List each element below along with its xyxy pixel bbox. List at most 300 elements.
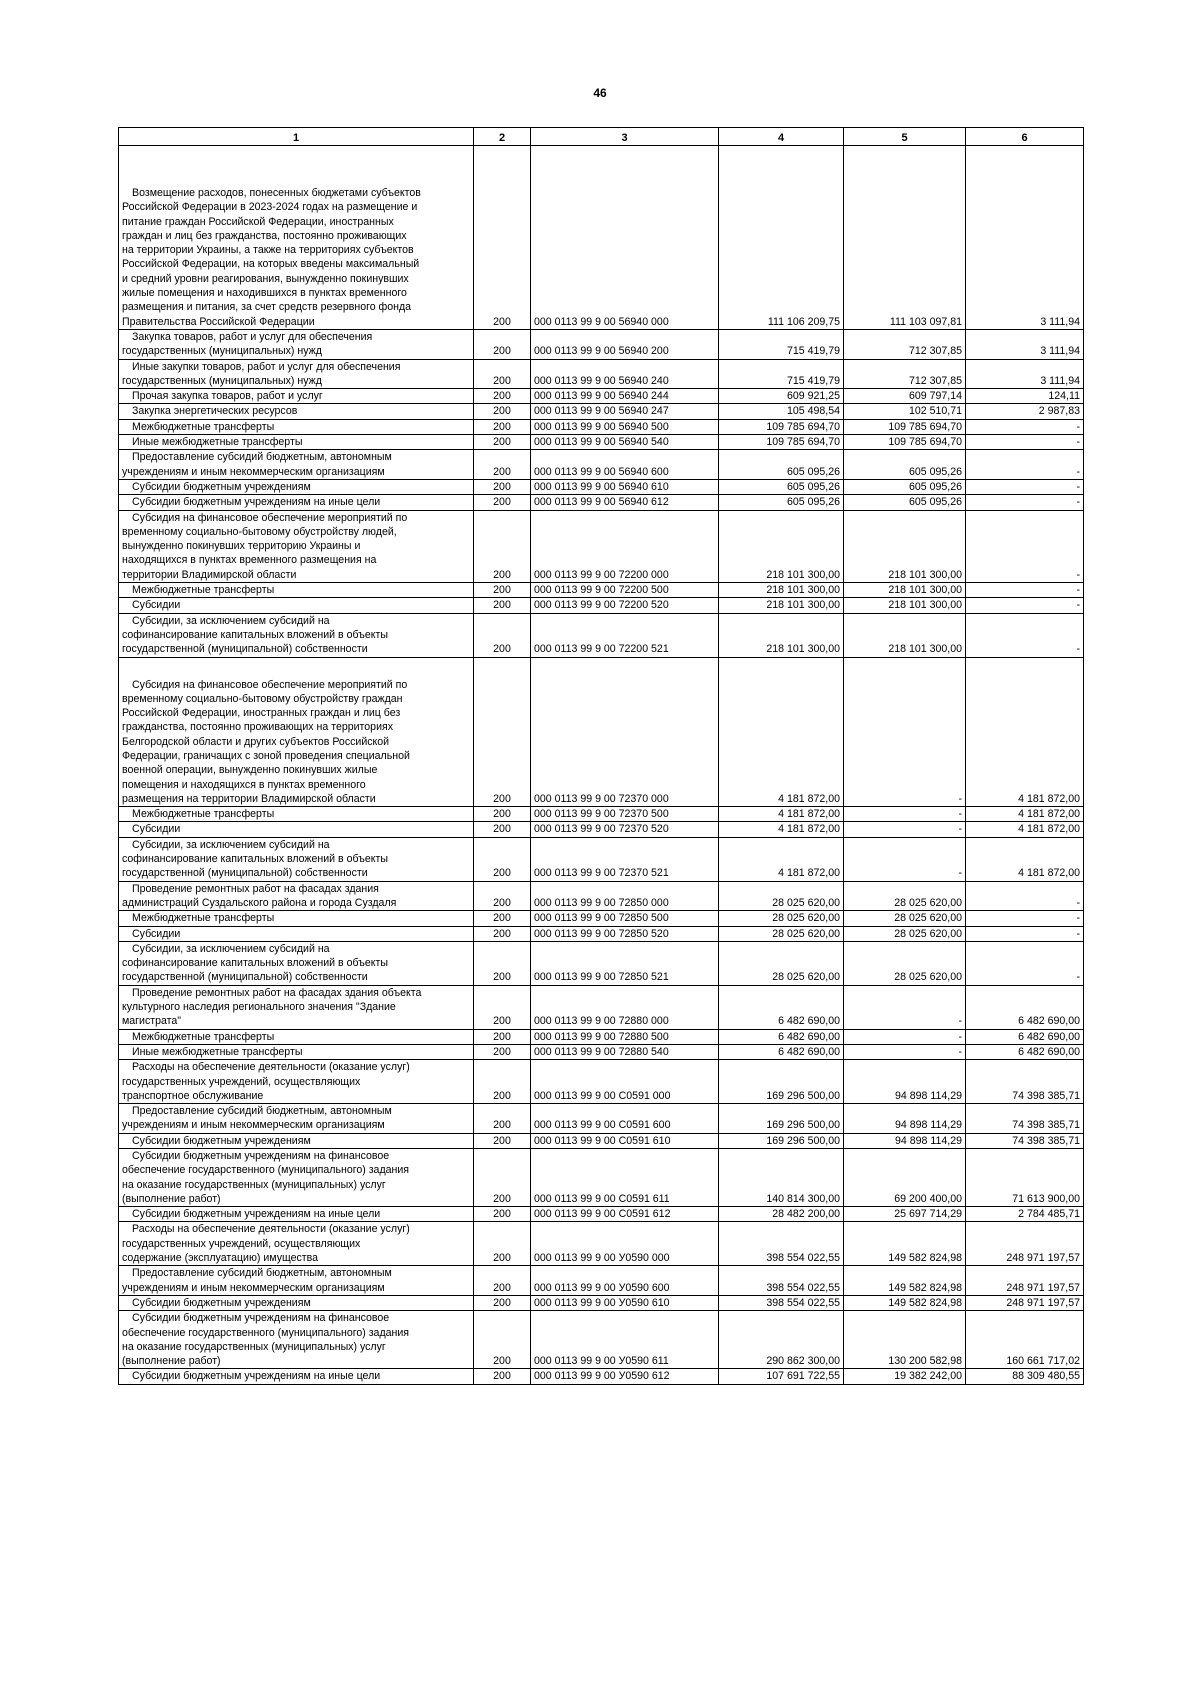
row-kbk: 000 0113 99 9 00 72200 520	[531, 598, 719, 613]
table-row	[119, 404, 1084, 419]
row-name-line: Субсидии	[132, 823, 181, 836]
table-row	[119, 510, 1084, 582]
row-name-line: Субсидии, за исключением субсидий на	[132, 838, 330, 851]
row-code: 200	[474, 1222, 531, 1266]
row-name-line: Субсидии	[132, 927, 181, 940]
row-kbk: 000 0113 99 9 00 56940 244	[531, 389, 719, 404]
row-kbk: 000 0113 99 9 00 72370 521	[531, 837, 719, 881]
row-code: 200	[474, 881, 531, 911]
row-value-6: 4 181 872,00	[966, 807, 1084, 822]
row-name-line: Субсидии бюджетным учреждениям на иные цели	[132, 496, 381, 509]
table-row	[119, 1295, 1084, 1310]
row-name	[119, 1369, 474, 1384]
row-value-5: -	[844, 657, 966, 807]
table-row	[119, 495, 1084, 510]
row-name-line: Проведение ремонтных работ на фасадах здания	[132, 882, 379, 895]
row-name-line: Закупка энергетических ресурсов	[132, 405, 298, 418]
row-value-6: -	[966, 613, 1084, 657]
row-name-line: Субсидии бюджетным учреждениям на иные цели	[132, 1208, 381, 1221]
row-value-6: 71 613 900,00	[966, 1149, 1084, 1207]
row-value-6: 3 111,94	[966, 329, 1084, 359]
row-name-line: Межбюджетные трансферты	[132, 1030, 275, 1043]
row-value-5: 94 898 114,29	[844, 1104, 966, 1134]
row-name-line: государственных учреждений, осуществляющих	[122, 1237, 361, 1250]
row-name-line: Предоставление субсидий бюджетным, автономным	[132, 451, 392, 464]
row-value-5: 605 095,26	[844, 495, 966, 510]
row-name-line: Белгородской области и других субъектов Российской	[122, 735, 390, 748]
row-name	[119, 450, 474, 480]
row-kbk: 000 0113 99 9 00 72880 500	[531, 1029, 719, 1044]
row-name-line: и средний уровни реагирования, вынужденно покинувших	[122, 272, 409, 285]
row-value-6: -	[966, 479, 1084, 494]
table-row	[119, 1149, 1084, 1207]
row-value-4: 28 482 200,00	[719, 1207, 844, 1222]
row-value-6: 248 971 197,57	[966, 1295, 1084, 1310]
row-code: 200	[474, 389, 531, 404]
row-name-line: на оказание государственных (муниципальных) услуг	[122, 1178, 386, 1191]
row-name-line: Субсидии бюджетным учреждениям	[132, 1296, 311, 1309]
row-name	[119, 1207, 474, 1222]
row-name-line: государственных (муниципальных) нужд	[122, 374, 322, 387]
row-value-4: 4 181 872,00	[719, 807, 844, 822]
table-row	[119, 329, 1084, 359]
table-row	[119, 657, 1084, 807]
row-kbk: 000 0113 99 9 00 72200 000	[531, 510, 719, 582]
row-code: 200	[474, 1029, 531, 1044]
row-name-line: государственной (муниципальной) собственности	[122, 971, 368, 984]
row-kbk: 000 0113 99 9 00 56940 000	[531, 146, 719, 330]
row-name	[119, 146, 474, 330]
row-value-4: 715 419,79	[719, 359, 844, 389]
row-name	[119, 329, 474, 359]
row-value-4: 398 554 022,55	[719, 1222, 844, 1266]
row-value-6: -	[966, 495, 1084, 510]
row-code: 200	[474, 419, 531, 434]
row-name	[119, 479, 474, 494]
row-name	[119, 359, 474, 389]
row-kbk: 000 0113 99 9 00 56940 612	[531, 495, 719, 510]
row-value-5: 111 103 097,81	[844, 146, 966, 330]
row-value-6: -	[966, 881, 1084, 911]
row-value-6: 248 971 197,57	[966, 1222, 1084, 1266]
row-kbk: 000 0113 99 9 00 72880 000	[531, 985, 719, 1029]
row-value-4: 28 025 620,00	[719, 941, 844, 985]
row-code: 200	[474, 822, 531, 837]
row-value-5: 109 785 694,70	[844, 435, 966, 450]
row-name	[119, 1060, 474, 1104]
row-code: 200	[474, 1266, 531, 1296]
table-row	[119, 881, 1084, 911]
row-name-line: вынужденно покинувших территорию Украины и	[122, 540, 361, 553]
row-value-4: 218 101 300,00	[719, 613, 844, 657]
table-row	[119, 389, 1084, 404]
row-kbk: 000 0113 99 9 00 56940 247	[531, 404, 719, 419]
row-value-4: 290 862 300,00	[719, 1311, 844, 1369]
row-name-line: Прочая закупка товаров, работ и услуг	[132, 390, 323, 403]
row-name-line: временному социально-бытовому обустройству людей,	[122, 525, 397, 538]
row-code: 200	[474, 1295, 531, 1310]
row-name	[119, 1104, 474, 1134]
row-name-line: Иные межбюджетные трансферты	[132, 436, 303, 449]
table-row	[119, 1060, 1084, 1104]
row-value-6: -	[966, 435, 1084, 450]
row-value-6: 4 181 872,00	[966, 837, 1084, 881]
row-value-6: 160 661 717,02	[966, 1311, 1084, 1369]
row-value-4: 6 482 690,00	[719, 985, 844, 1029]
row-name-line: государственных учреждений, осуществляющих	[122, 1075, 361, 1088]
table-row	[119, 985, 1084, 1029]
row-name-line: Федерации, граничащих с зоной проведения специальной	[122, 749, 410, 762]
row-name	[119, 510, 474, 582]
row-value-5: 102 510,71	[844, 404, 966, 419]
budget-table	[118, 127, 1084, 1385]
row-name-line: жилые помещения и находившихся в пунктах временного	[122, 287, 407, 300]
row-value-6: -	[966, 911, 1084, 926]
row-value-4: 605 095,26	[719, 495, 844, 510]
row-kbk: 000 0113 99 9 00 72200 521	[531, 613, 719, 657]
row-name-line: государственной (муниципальной) собственности	[122, 643, 368, 656]
row-kbk: 000 0113 99 9 00 72370 520	[531, 822, 719, 837]
row-value-5: 25 697 714,29	[844, 1207, 966, 1222]
table-row	[119, 146, 1084, 330]
table-row	[119, 926, 1084, 941]
row-value-4: 109 785 694,70	[719, 435, 844, 450]
row-name-line: размещения на территории Владимирской области	[122, 792, 376, 805]
row-value-5: 28 025 620,00	[844, 941, 966, 985]
row-value-5: 94 898 114,29	[844, 1133, 966, 1148]
column-number-row	[119, 128, 1084, 146]
row-value-4: 107 691 722,55	[719, 1369, 844, 1384]
row-value-6: -	[966, 941, 1084, 985]
row-name-line: Субсидии	[132, 599, 181, 612]
row-name-line: Предоставление субсидий бюджетным, автономным	[132, 1267, 392, 1280]
row-name-line: Российской Федерации в 2023-2024 годах на размещение и	[122, 201, 418, 214]
row-kbk: 000 0113 99 9 00 У0590 610	[531, 1295, 719, 1310]
table-row	[119, 479, 1084, 494]
table-row	[119, 598, 1084, 613]
row-value-6: 88 309 480,55	[966, 1369, 1084, 1384]
row-name-line: находящихся в пунктах временного размещения на	[122, 554, 377, 567]
row-value-6: 74 398 385,71	[966, 1060, 1084, 1104]
row-code: 200	[474, 1104, 531, 1134]
table-row	[119, 1369, 1084, 1384]
row-code: 200	[474, 359, 531, 389]
row-name-line: культурного наследия регионального значения "Здание	[122, 1001, 396, 1014]
row-kbk: 000 0113 99 9 00 72880 540	[531, 1044, 719, 1059]
table-row	[119, 1311, 1084, 1369]
row-value-6: 4 181 872,00	[966, 657, 1084, 807]
row-code: 200	[474, 1044, 531, 1059]
row-value-5: 218 101 300,00	[844, 598, 966, 613]
table-row	[119, 911, 1084, 926]
row-value-6: 2 987,83	[966, 404, 1084, 419]
row-name	[119, 419, 474, 434]
row-name-line: Субсидии бюджетным учреждениям	[132, 1134, 311, 1147]
table-row	[119, 1207, 1084, 1222]
column-header-3: 3	[531, 128, 719, 146]
row-value-4: 4 181 872,00	[719, 837, 844, 881]
row-code: 200	[474, 985, 531, 1029]
row-kbk: 000 0113 99 9 00 С0591 600	[531, 1104, 719, 1134]
row-kbk: 000 0113 99 9 00 56940 610	[531, 479, 719, 494]
row-name	[119, 389, 474, 404]
row-name	[119, 613, 474, 657]
row-name-line: на оказание государственных (муниципальных) услуг	[122, 1340, 386, 1353]
row-kbk: 000 0113 99 9 00 У0590 000	[531, 1222, 719, 1266]
row-name-line: территории Владимирской области	[122, 568, 297, 581]
row-name	[119, 1295, 474, 1310]
table-row	[119, 837, 1084, 881]
row-kbk: 000 0113 99 9 00 У0590 612	[531, 1369, 719, 1384]
row-name	[119, 1311, 474, 1369]
row-name-line: гражданства, постоянно проживающих на территориях	[122, 721, 394, 734]
row-code: 200	[474, 510, 531, 582]
row-value-5: 218 101 300,00	[844, 613, 966, 657]
row-value-4: 169 296 500,00	[719, 1133, 844, 1148]
row-value-6: 6 482 690,00	[966, 1029, 1084, 1044]
row-name-line: государственной (муниципальной) собственности	[122, 867, 368, 880]
row-value-5: 130 200 582,98	[844, 1311, 966, 1369]
row-kbk: 000 0113 99 9 00 72200 500	[531, 583, 719, 598]
row-value-5: 712 307,85	[844, 329, 966, 359]
row-value-4: 6 482 690,00	[719, 1044, 844, 1059]
row-value-5: -	[844, 1044, 966, 1059]
row-value-5: 218 101 300,00	[844, 510, 966, 582]
table-row	[119, 1222, 1084, 1266]
row-code: 200	[474, 837, 531, 881]
row-name-line: Иные межбюджетные трансферты	[132, 1045, 303, 1058]
row-code: 200	[474, 1369, 531, 1384]
row-value-6: 124,11	[966, 389, 1084, 404]
row-name	[119, 1029, 474, 1044]
row-name-line: транспортное обслуживание	[122, 1089, 264, 1102]
row-code: 200	[474, 146, 531, 330]
table-row	[119, 359, 1084, 389]
table-row	[119, 583, 1084, 598]
row-kbk: 000 0113 99 9 00 С0591 611	[531, 1149, 719, 1207]
row-value-5: 149 582 824,98	[844, 1295, 966, 1310]
row-value-5: 28 025 620,00	[844, 926, 966, 941]
row-value-4: 111 106 209,75	[719, 146, 844, 330]
column-header-4: 4	[719, 128, 844, 146]
row-value-5: 69 200 400,00	[844, 1149, 966, 1207]
row-code: 200	[474, 583, 531, 598]
table-row	[119, 1104, 1084, 1134]
row-name-line: Иные закупки товаров, работ и услуг для обеспечения	[132, 360, 401, 373]
table-row	[119, 941, 1084, 985]
row-value-4: 398 554 022,55	[719, 1295, 844, 1310]
row-name-line: Межбюджетные трансферты	[132, 912, 275, 925]
row-value-4: 609 921,25	[719, 389, 844, 404]
row-value-4: 109 785 694,70	[719, 419, 844, 434]
row-name-line: Субсидия на финансовое обеспечение мероприятий по	[132, 678, 408, 691]
row-name-line: на территории Украины, а также на территориях субъектов	[122, 244, 414, 257]
row-name	[119, 435, 474, 450]
row-kbk: 000 0113 99 9 00 56940 600	[531, 450, 719, 480]
column-header-5: 5	[844, 128, 966, 146]
row-name	[119, 1133, 474, 1148]
row-code: 200	[474, 404, 531, 419]
row-value-5: -	[844, 822, 966, 837]
row-name-line: Субсидии, за исключением субсидий на	[132, 614, 330, 627]
row-name-line: Межбюджетные трансферты	[132, 584, 275, 597]
row-code: 200	[474, 1207, 531, 1222]
table-row	[119, 1133, 1084, 1148]
row-name-line: обеспечение государственного (муниципального) задания	[122, 1326, 410, 1339]
row-kbk: 000 0113 99 9 00 72370 500	[531, 807, 719, 822]
row-name-line: питание граждан Российской Федерации, иностранных	[122, 215, 394, 228]
row-kbk: 000 0113 99 9 00 72850 520	[531, 926, 719, 941]
table-row	[119, 1266, 1084, 1296]
column-header-1: 1	[119, 128, 474, 146]
row-name	[119, 807, 474, 822]
row-value-6: -	[966, 598, 1084, 613]
row-name-line: (выполнение работ)	[122, 1192, 221, 1205]
row-value-6: -	[966, 926, 1084, 941]
row-name-line: Субсидии бюджетным учреждениям	[132, 480, 311, 493]
row-name	[119, 495, 474, 510]
row-value-5: -	[844, 985, 966, 1029]
row-name-line: софинансирование капитальных вложений в объекты	[122, 628, 388, 641]
row-value-4: 169 296 500,00	[719, 1104, 844, 1134]
row-value-5: 149 582 824,98	[844, 1222, 966, 1266]
row-value-4: 140 814 300,00	[719, 1149, 844, 1207]
row-name	[119, 1149, 474, 1207]
row-name-line: Межбюджетные трансферты	[132, 808, 275, 821]
row-kbk: 000 0113 99 9 00 72370 000	[531, 657, 719, 807]
row-value-6: -	[966, 510, 1084, 582]
row-name-line: (выполнение работ)	[122, 1355, 221, 1368]
row-name-line: содержание (эксплуатацию) имущества	[122, 1252, 319, 1265]
row-value-6: 4 181 872,00	[966, 822, 1084, 837]
row-value-4: 4 181 872,00	[719, 657, 844, 807]
row-name	[119, 881, 474, 911]
row-kbk: 000 0113 99 9 00 56940 200	[531, 329, 719, 359]
row-kbk: 000 0113 99 9 00 56940 540	[531, 435, 719, 450]
table-row	[119, 1029, 1084, 1044]
row-name	[119, 985, 474, 1029]
row-value-6: 3 111,94	[966, 359, 1084, 389]
row-value-6: 248 971 197,57	[966, 1266, 1084, 1296]
row-value-5: 19 382 242,00	[844, 1369, 966, 1384]
table-row	[119, 822, 1084, 837]
row-code: 200	[474, 807, 531, 822]
row-value-4: 169 296 500,00	[719, 1060, 844, 1104]
table-row	[119, 450, 1084, 480]
row-value-5: 218 101 300,00	[844, 583, 966, 598]
row-name	[119, 598, 474, 613]
row-kbk: 000 0113 99 9 00 56940 500	[531, 419, 719, 434]
row-code: 200	[474, 657, 531, 807]
row-name	[119, 941, 474, 985]
row-name-line: Российской Федерации, иностранных граждан и лиц без	[122, 707, 401, 720]
row-code: 200	[474, 495, 531, 510]
row-value-4: 605 095,26	[719, 479, 844, 494]
row-kbk: 000 0113 99 9 00 56940 240	[531, 359, 719, 389]
row-code: 200	[474, 450, 531, 480]
row-name-line: Правительства Российской Федерации	[122, 315, 315, 328]
row-value-5: 109 785 694,70	[844, 419, 966, 434]
row-name-line: временному социально-бытовому обустройству граждан	[122, 692, 403, 705]
row-name-line: софинансирование капитальных вложений в объекты	[122, 957, 388, 970]
row-code: 200	[474, 613, 531, 657]
row-value-4: 715 419,79	[719, 329, 844, 359]
row-name-line: Межбюджетные трансферты	[132, 420, 275, 433]
row-name	[119, 583, 474, 598]
row-kbk: 000 0113 99 9 00 С0591 610	[531, 1133, 719, 1148]
row-name-line: учреждениям и иным некоммерческим организациям	[122, 465, 385, 478]
row-code: 200	[474, 329, 531, 359]
row-value-4: 6 482 690,00	[719, 1029, 844, 1044]
row-value-6: 2 784 485,71	[966, 1207, 1084, 1222]
row-value-5: 149 582 824,98	[844, 1266, 966, 1296]
row-name	[119, 926, 474, 941]
row-value-6: 74 398 385,71	[966, 1133, 1084, 1148]
row-name-line: граждан и лиц без гражданства, постоянно проживающих	[122, 229, 407, 242]
row-kbk: 000 0113 99 9 00 С0591 612	[531, 1207, 719, 1222]
row-value-6: -	[966, 419, 1084, 434]
row-name-line: Российской Федерации, на которых введены максимальный	[122, 258, 420, 271]
row-value-4: 28 025 620,00	[719, 911, 844, 926]
row-code: 200	[474, 1060, 531, 1104]
column-header-6: 6	[966, 128, 1084, 146]
row-code: 200	[474, 1133, 531, 1148]
row-code: 200	[474, 911, 531, 926]
row-name-line: обеспечение государственного (муниципального) задания	[122, 1164, 410, 1177]
row-name-line: Субсидии бюджетным учреждениям на финансовое	[132, 1312, 390, 1325]
row-code: 200	[474, 1149, 531, 1207]
row-value-4: 105 498,54	[719, 404, 844, 419]
row-value-5: -	[844, 807, 966, 822]
row-name-line: магистрата"	[122, 1015, 182, 1028]
row-value-6: 74 398 385,71	[966, 1104, 1084, 1134]
row-name	[119, 404, 474, 419]
row-name-line: Субсидии, за исключением субсидий на	[132, 942, 330, 955]
row-value-4: 4 181 872,00	[719, 822, 844, 837]
row-name	[119, 911, 474, 926]
row-value-5: 712 307,85	[844, 359, 966, 389]
row-value-5: 94 898 114,29	[844, 1060, 966, 1104]
row-name-line: Проведение ремонтных работ на фасадах здания объекта	[132, 986, 422, 999]
row-kbk: 000 0113 99 9 00 72850 521	[531, 941, 719, 985]
row-value-5: 609 797,14	[844, 389, 966, 404]
row-name-line: военной операции, вынужденно покинувших жилые	[122, 764, 378, 777]
row-code: 200	[474, 598, 531, 613]
row-value-6: 6 482 690,00	[966, 985, 1084, 1029]
table-row	[119, 1044, 1084, 1059]
row-value-6: 3 111,94	[966, 146, 1084, 330]
row-name-line: Субсидия на финансовое обеспечение мероприятий по	[132, 511, 408, 524]
row-kbk: 000 0113 99 9 00 У0590 600	[531, 1266, 719, 1296]
row-value-6: -	[966, 583, 1084, 598]
row-name	[119, 1222, 474, 1266]
row-name	[119, 1266, 474, 1296]
row-name-line: Расходы на обеспечение деятельности (оказание услуг)	[132, 1061, 410, 1074]
row-name	[119, 657, 474, 807]
table-row	[119, 435, 1084, 450]
row-value-6: 6 482 690,00	[966, 1044, 1084, 1059]
row-value-5: 28 025 620,00	[844, 881, 966, 911]
row-value-6: -	[966, 450, 1084, 480]
row-kbk: 000 0113 99 9 00 72850 000	[531, 881, 719, 911]
row-value-4: 218 101 300,00	[719, 583, 844, 598]
row-name-line: Закупка товаров, работ и услуг для обеспечения	[132, 330, 373, 343]
row-name	[119, 1044, 474, 1059]
row-kbk: 000 0113 99 9 00 У0590 611	[531, 1311, 719, 1369]
table-row	[119, 807, 1084, 822]
row-name-line: помещения и находящихся в пунктах временного	[122, 778, 366, 791]
row-value-4: 218 101 300,00	[719, 510, 844, 582]
